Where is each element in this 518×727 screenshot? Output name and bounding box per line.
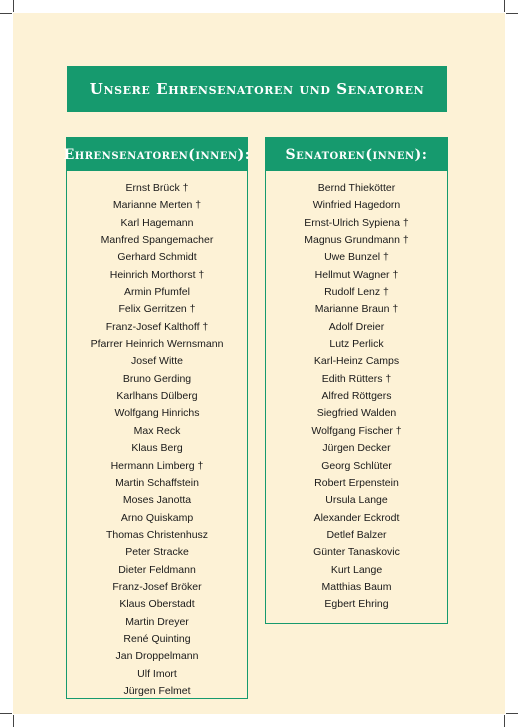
- crop-mark: [13, 715, 14, 727]
- list-item: Günter Tanaskovic: [313, 546, 400, 559]
- list-item: Ulf Imort: [137, 667, 177, 680]
- list-item: Egbert Ehring: [324, 598, 389, 611]
- crop-mark: [0, 13, 12, 14]
- list-item: Martin Schaffstein: [115, 476, 199, 489]
- honorary-senators-heading: Ehrensenatoren(innen):: [67, 138, 247, 171]
- list-item: Lutz Perlick: [329, 338, 384, 351]
- list-item: Franz-Josef Bröker: [112, 580, 202, 593]
- list-item: Robert Erpenstein: [314, 476, 399, 489]
- list-item: Marianne Braun †: [314, 303, 399, 316]
- list-item: Thomas Christenhusz: [105, 528, 209, 541]
- list-item: Ernst Brück †: [125, 182, 189, 194]
- list-item: Manfred Spangemacher: [100, 234, 214, 247]
- list-item: Ursula Lange: [325, 494, 388, 507]
- list-item: Moses Janotta: [122, 494, 192, 507]
- page-title: Unsere Ehrensenatoren und Senatoren: [67, 66, 447, 112]
- list-item: Detlef Balzer: [326, 528, 387, 541]
- list-item: Dieter Feldmann: [118, 563, 196, 576]
- list-item: Felix Gerritzen †: [118, 303, 196, 316]
- list-item: Wolfgang Fischer †: [311, 424, 402, 437]
- list-item: Josef Witte: [131, 355, 183, 368]
- crop-mark: [504, 715, 505, 727]
- list-item: Max Reck: [133, 424, 181, 437]
- list-item: Klaus Berg: [131, 442, 183, 455]
- list-item: Klaus Oberstadt: [119, 598, 195, 611]
- list-item: Jürgen Decker: [322, 442, 391, 455]
- list-item: Peter Stracke: [125, 546, 189, 559]
- list-item: Siegfried Walden: [316, 407, 397, 420]
- crop-mark: [506, 713, 518, 714]
- list-item: Georg Schlüter: [321, 459, 392, 472]
- list-item: Karl Hagemann: [120, 216, 194, 229]
- list-item: Ernst-Ulrich Sypiena †: [304, 216, 409, 229]
- list-item: Jan Droppelmann: [115, 650, 199, 663]
- list-item: Uwe Bunzel †: [324, 251, 389, 264]
- list-item: Rudolf Lenz †: [324, 286, 389, 299]
- senators-list: [266, 171, 447, 614]
- list-item: Gerhard Schmidt: [117, 251, 197, 264]
- list-item: Armin Pfumfel: [124, 286, 190, 299]
- honorary-senators-list: [67, 171, 247, 700]
- list-item: Heinrich Morthorst †: [109, 268, 205, 281]
- senators-panel: [265, 137, 448, 624]
- list-item: Karlhans Dülberg: [116, 390, 198, 403]
- list-item: Franz-Josef Kalthoff †: [105, 320, 209, 333]
- list-item: Kurt Lange: [330, 563, 383, 576]
- list-item: Hellmut Wagner †: [314, 268, 399, 281]
- list-item: Karl-Heinz Camps: [313, 355, 400, 368]
- honorary-senators-panel: [63, 137, 251, 699]
- list-item: Alfred Röttgers: [321, 390, 392, 403]
- list-item: Pfarrer Heinrich Wernsmann: [90, 338, 224, 351]
- list-item: Winfried Hagedorn: [312, 199, 401, 212]
- list-item: Edith Rütters †: [321, 372, 392, 385]
- list-item: Martin Dreyer: [125, 615, 189, 628]
- list-item: Alexander Eckrodt: [313, 511, 400, 524]
- crop-mark: [13, 0, 14, 12]
- list-item: Hermann Limberg †: [110, 459, 204, 472]
- senators-heading: Senatoren(innen):: [266, 138, 447, 171]
- list-item: René Quinting: [123, 632, 191, 645]
- list-item: Jürgen Felmet: [123, 684, 191, 697]
- list-item: Arno Quiskamp: [120, 511, 194, 524]
- list-item: Magnus Grundmann †: [304, 234, 409, 247]
- list-item: Marianne Merten †: [112, 199, 202, 212]
- crop-mark: [0, 713, 12, 714]
- list-item: Bruno Gerding: [122, 372, 192, 385]
- crop-mark: [506, 13, 518, 14]
- list-item: Wolfgang Hinrichs: [114, 407, 200, 420]
- list-item: Bernd Thiekötter: [317, 182, 396, 194]
- list-item: Matthias Baum: [321, 580, 392, 593]
- list-item: Adolf Dreier: [328, 320, 385, 333]
- crop-mark: [504, 0, 505, 12]
